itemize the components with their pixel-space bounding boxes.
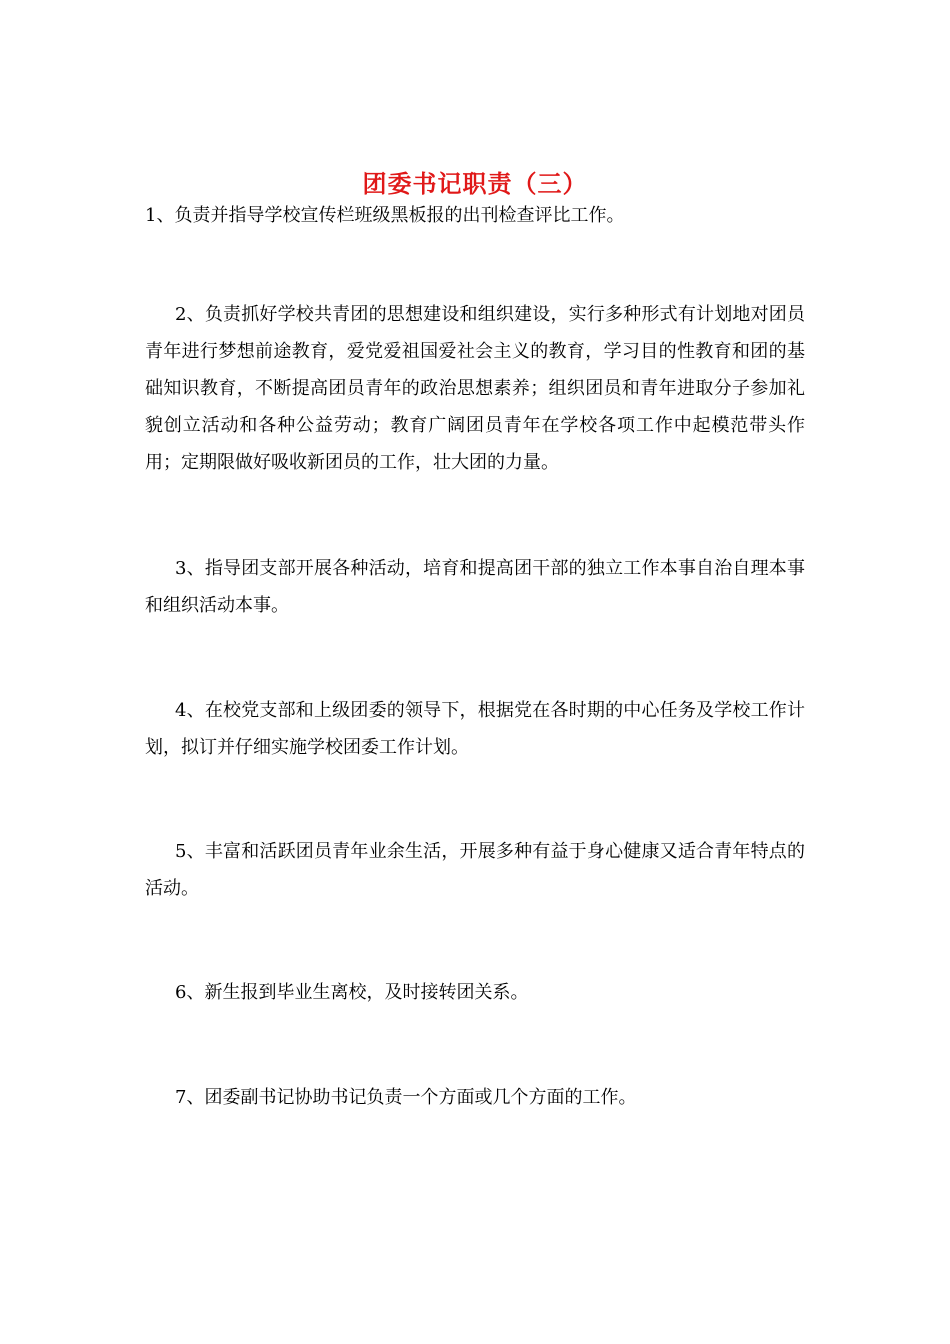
duty-item-5: 5、丰富和活跃团员青年业余生活，开展多种有益于身心健康又适合青年特点的活动。 [145, 841, 805, 899]
duty-item-1: 1、负责并指导学校宣传栏班级黑板报的出刊检查评比工作。 [145, 205, 625, 226]
duty-item-6: 6、新生报到毕业生离校，及时接转团关系。 [175, 982, 529, 1003]
duty-item-7: 7、团委副书记协助书记负责一个方面或几个方面的工作。 [175, 1087, 637, 1108]
document-title: 团委书记职责（三） [362, 169, 588, 199]
duty-item-4: 4、在校党支部和上级团委的领导下，根据党在各时期的中心任务及学校工作计划，拟订并仔细实施学校团委工作计划。 [145, 700, 805, 758]
duty-item-3: 3、指导团支部开展各种活动，培育和提高团干部的独立工作本事自治自理本事和组织活动本事。 [145, 558, 805, 616]
duty-item-2: 2、负责抓好学校共青团的思想建设和组织建设，实行多种形式有计划地对团员青年进行梦想前途教育，爱党爱祖国爱社会主义的教育，学习目的性教育和团的基础知识教育，不断提高团员青年的政治思想素养；组织团员和青年进取分子参加礼貌创立活动和各种公益劳动；教育广阔团员青年在学校各项工作中起模范带头作用；定期限做好吸收新团员的工作，壮大团的力量。 [145, 304, 805, 473]
